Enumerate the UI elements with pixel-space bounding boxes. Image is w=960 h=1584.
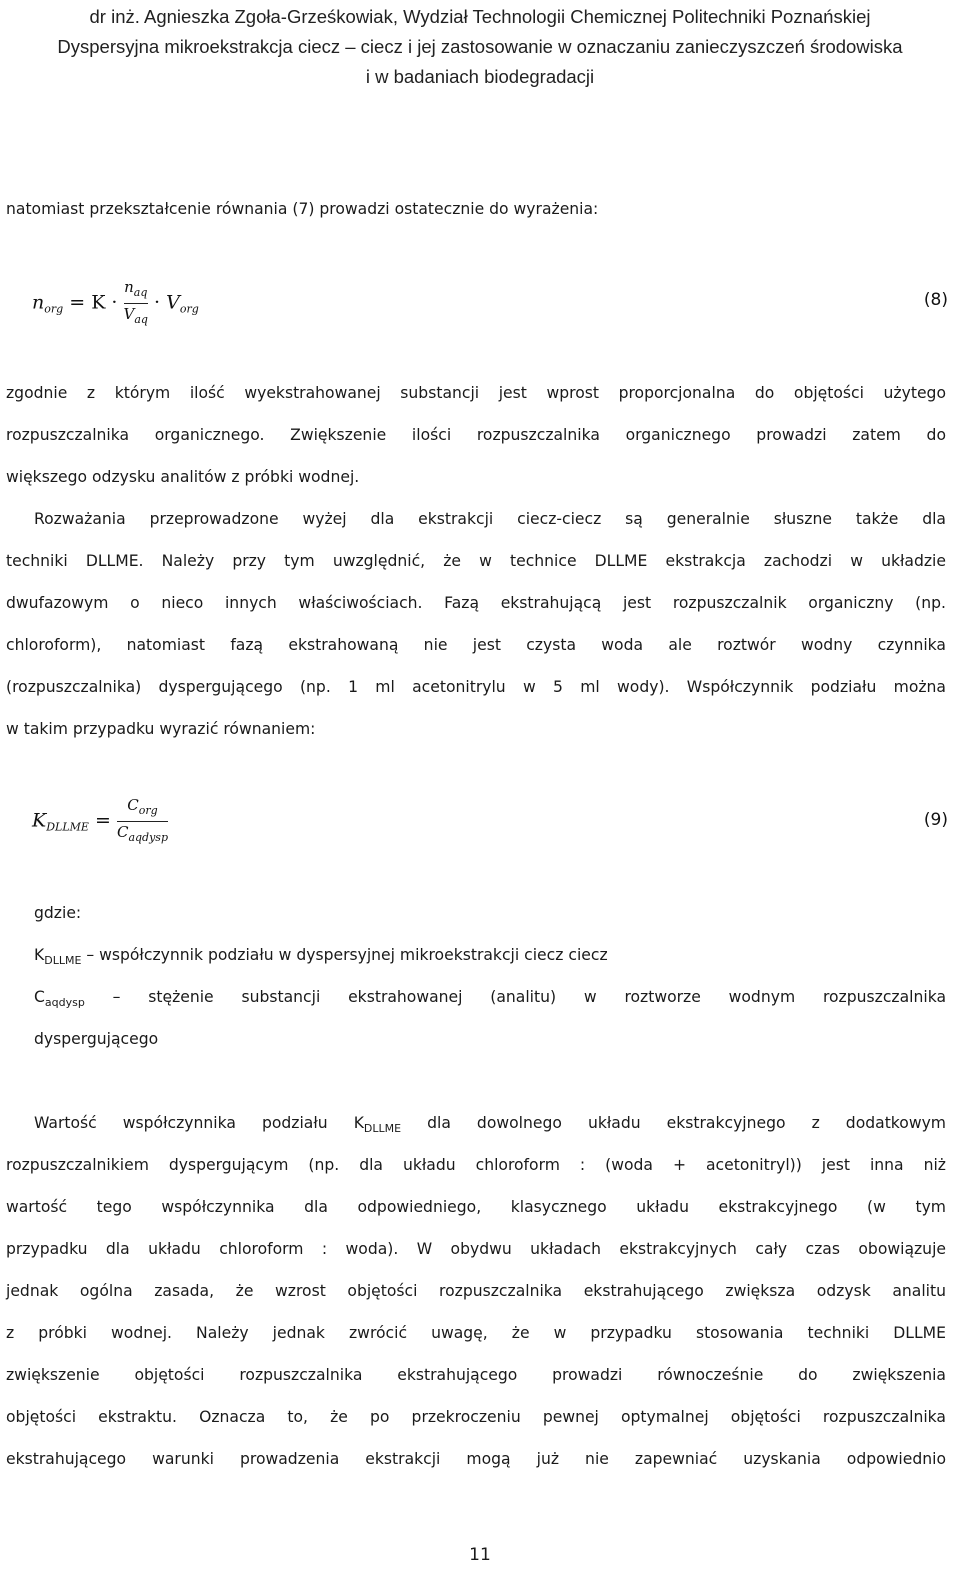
equation-8-number: (8) (923, 290, 948, 310)
header-title-line2: i w badaniach biodegradacji (365, 66, 595, 87)
header-author: dr inż. Agnieszka Zgoła-Grześkowiak, Wydział Technologii Chemicznej Politechniki Poznańskiej (89, 6, 871, 27)
paragraph-3-line (34, 1114, 946, 1135)
eq8-den-sub: aq (134, 313, 148, 326)
paragraph-1-line: zgodnie z którym ilość wyekstrahowanej substancji jest wprost proporcjonalna do objętości użytego (6, 384, 946, 402)
eq8-den: V (123, 305, 135, 323)
definition-k-dllme (34, 946, 946, 967)
paragraph-2-line: Rozważania przeprowadzone wyżej dla ekstrakcji ciecz-ciecz są generalnie słuszne także dla (34, 510, 946, 528)
eq9-den: C (116, 823, 129, 841)
def2-text: – stężenie substancji ekstrahowanej (analitu) w roztworze wodnym rozpuszczalnika (84, 988, 946, 1006)
equation-9-number: (9) (923, 810, 948, 830)
eq9-equals: = (94, 809, 111, 832)
def2-symbol: C (34, 988, 45, 1006)
page-number: 11 (469, 1545, 491, 1565)
eq9-den-sub: aqdysp (128, 831, 168, 844)
p3-post: dla dowolnego układu ekstrakcyjnego z dodatkowym (401, 1114, 946, 1132)
paragraph-2-line: chloroform), natomiast fazą ekstrahowaną nie jest czysta woda ale roztwór wodny czynnika (6, 636, 946, 654)
def1-text: – współczynnik podziału w dyspersyjnej mikroekstrakcji ciecz ciecz (81, 946, 608, 964)
header-title-line1: Dyspersyjna mikroekstrakcja ciecz – ciecz i jej zastosowanie w oznaczaniu zanieczyszczeń środowiska (57, 36, 903, 57)
paragraph-2-line: w takim przypadku wyrazić równaniem: (6, 720, 316, 738)
eq8-lhs: n (32, 291, 45, 314)
def1-subscript: DLLME (44, 954, 82, 967)
paragraph-3-line: wartość tego współczynnika dla odpowiedniego, klasycznego układu ekstrakcyjnego (w tym (6, 1198, 946, 1216)
paragraph-3-line: objętości ekstraktu. Oznacza to, że po przekroczeniu pewnej optymalnej objętości rozpuszczalnika (6, 1408, 946, 1426)
eq9-lhs-sub: DLLME (46, 820, 89, 834)
paragraph-3-line: przypadku dla układu chloroform : woda). W obydwu układach ekstrakcyjnych cały czas obowiązuje (6, 1240, 946, 1258)
eq9-lhs: K (32, 809, 47, 832)
eq8-equals-k: = K · (69, 291, 118, 314)
p3-subscript: DLLME (363, 1122, 402, 1135)
eq9-num-sub: org (138, 804, 158, 817)
page-header (0, 2, 960, 92)
paragraph-2-line: techniki DLLME. Należy przy tym uwzględnić, że w technice DLLME ekstrakcja zachodzi w układzie (6, 552, 946, 570)
definition-c-aqdysp-cont: dyspergującego (34, 1030, 159, 1048)
paragraph-3-line: jednak ogólna zasada, że wzrost objętości rozpuszczalnika ekstrahującego zwiększa odzysk analitu (6, 1282, 946, 1300)
eq9-fraction (117, 796, 168, 847)
paragraph-3-line: rozpuszczalnikiem dyspergującym (np. dla układu chloroform : (woda + acetonitryl)) jest inna niż (6, 1156, 946, 1174)
equation-8 (32, 278, 199, 329)
eq9-num: C (127, 796, 139, 814)
eq8-rhs: V (166, 291, 180, 314)
eq8-fraction (124, 278, 148, 329)
paragraph-3-line: z próbki wodnej. Należy jednak zwrócić uwagę, że w przypadku stosowania techniki DLLME (6, 1324, 946, 1342)
intro-sentence: natomiast przekształcenie równania (7) prowadzi ostatecznie do wyrażenia: (6, 200, 599, 218)
equation-9 (32, 796, 168, 847)
gdzie-label: gdzie: (34, 904, 82, 922)
def1-symbol: K (34, 946, 45, 964)
definition-c-aqdysp (34, 988, 946, 1009)
eq8-lhs-sub: org (44, 302, 64, 316)
paragraph-3-line: ekstrahującego warunki prowadzenia ekstrakcji mogą już nie zapewniać uzyskania odpowiednio (6, 1450, 946, 1468)
paragraph-1-line: rozpuszczalnika organicznego. Zwiększenie ilości rozpuszczalnika organicznego prowadzi zatem do (6, 426, 946, 444)
paragraph-2-line: dwufazowym o nieco innych właściwościach. Fazą ekstrahującą jest rozpuszczalnik organiczny (np. (6, 594, 946, 612)
paragraph-2-line: (rozpuszczalnika) dyspergującego (np. 1 ml acetonitrylu w 5 ml wody). Współczynnik podziału można (6, 678, 946, 696)
eq8-dot: · (154, 291, 161, 314)
paragraph-3-line: zwiększenie objętości rozpuszczalnika ekstrahującego prowadzi równocześnie do zwiększenia (6, 1366, 946, 1384)
def2-subscript: aqdysp (44, 996, 85, 1009)
eq8-rhs-sub: org (179, 302, 199, 316)
p3-pre: Wartość współczynnika podziału K (34, 1114, 364, 1132)
paragraph-1-line: większego odzysku analitów z próbki wodnej. (6, 468, 360, 486)
eq8-num-sub: aq (133, 286, 148, 299)
eq8-num: n (124, 278, 134, 296)
